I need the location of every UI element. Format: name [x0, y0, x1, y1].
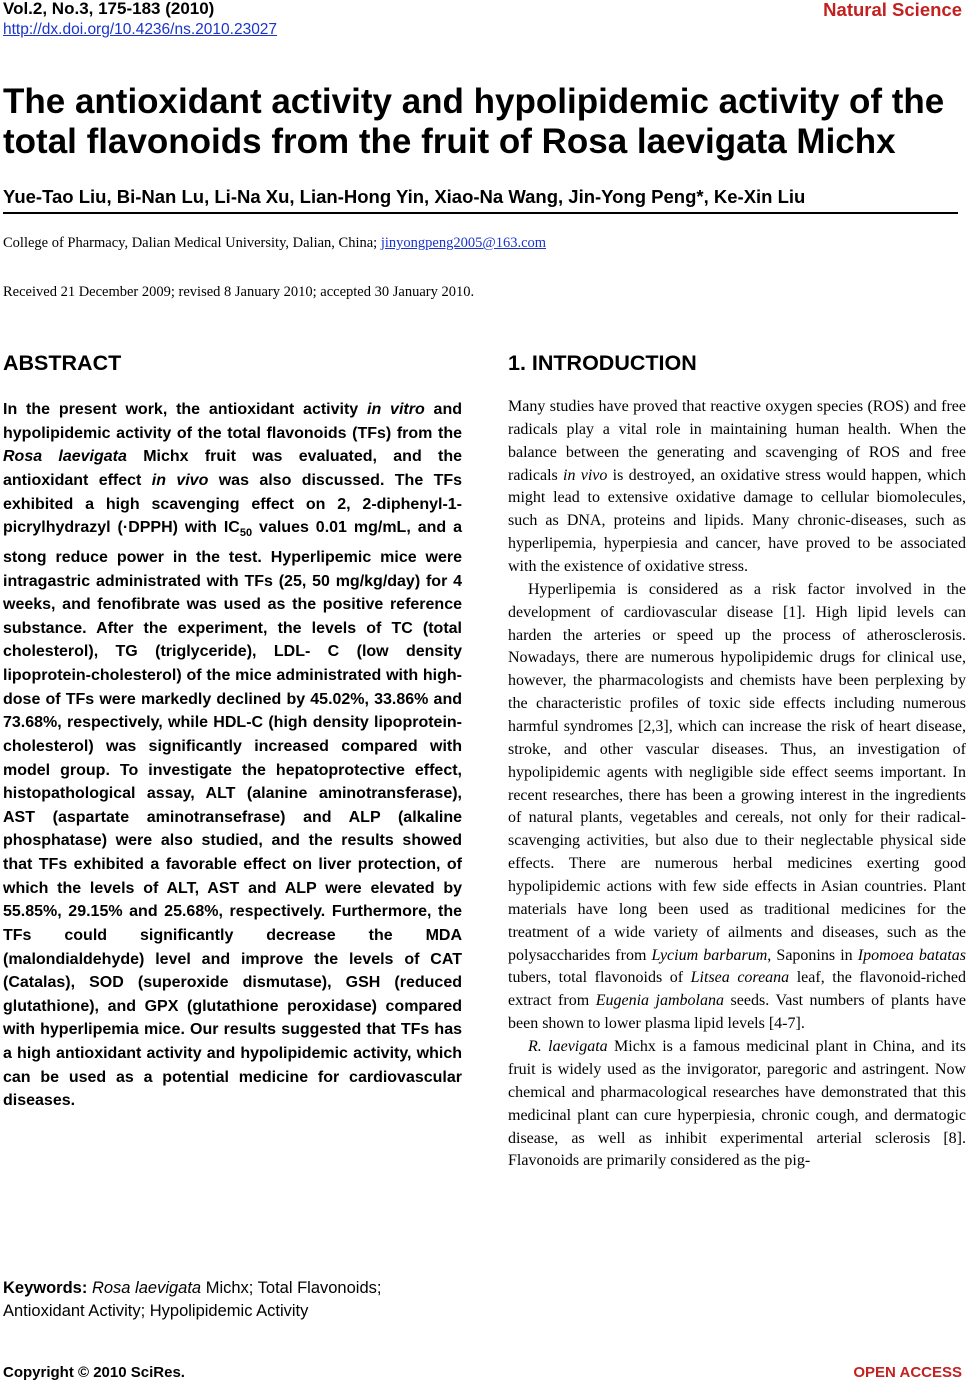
intro-paragraph-1: Many studies have proved that reactive oxygen species (ROS) and free radicals play a vital role in maintaining human health. When the balance between the generating and scavenging of ROS and free radicals in vivo is destroyed, an oxidative stress would happen, which might lead to extensive oxidative damage to cellular biomolecules, such as DNA, proteins and lipids. Many chronic-diseases, such as hyperlipemia, hyperpiesia and cancer, have proved to be associated with the existence of oxidative stress.: [508, 398, 966, 576]
introduction-body: [508, 396, 966, 1173]
journal-volume-info: Vol.2, No.3, 175-183 (2010): [3, 0, 215, 18]
keywords: Keywords: Rosa laevigata Michx; Total Flavonoids; Antioxidant Activity; Hypolipidemic Activity: [3, 1279, 382, 1320]
intro-paragraph-3: R. laevigata Michx is a famous medicinal plant in China, and its fruit is widely used as the invigorator, paregoric and astringent. Now chemical and pharmacological researches have demonstrated that this medicinal plant can cure hyperpiesia, chronic cough, and dermatogic disease, as well as inhibit experimental arterial sclerosis [8]. Flavonoids are primarily considered as the pig-: [508, 1038, 966, 1170]
abstract-heading: ABSTRACT: [3, 351, 122, 375]
intro-paragraph-2: Hyperlipemia is considered as a risk factor involved in the development of cardiovascular disease [1]. High lipid levels can harden the arteries or speed up the process of atherosclerosis. Nowadays, there are numerous hypolipidemic drugs for clinical use, however, the pharmacologists and chemists have been perplexing by the characteristic profiles of toxic side effects including numerous harmful syndromes [2,3], which can increase the risk of heart disease, stroke, and other vascular diseases. Thus, an investigation of hypolipidemic agents with negligible side effect seems important. In recent researches, there has been a growing interest in the ingredients of natural plants, vegetables and cereals, not only for their radical-scavenging activities, but also due to their neglectable physical side effects. There are numerous herbal medicines exerting good hypolipidemic actions with few side effects in Asian countries. Plant materials have long been used as traditional medicines for the treatment of a wide variety of ailments and diseases, such as the polysaccharides from Lycium barbarum, Saponins in Ipomoea batatas tubers, total flavonoids of Litsea coreana leaf, the flavonoid-riched extract from Eugenia jambolana seeds. Vast numbers of plants have been shown to lower plasma lipid levels [4-7].: [508, 580, 966, 1033]
journal-name: Natural Science: [823, 0, 962, 20]
copyright-notice: Copyright © 2010 SciRes.: [3, 1364, 185, 1381]
paper-title: The antioxidant activity and hypolipidemic activity of the total flavonoids from the fruit of Rosa laevigata Michx: [3, 82, 945, 161]
author-list: Yue-Tao Liu, Bi-Nan Lu, Li-Na Xu, Lian-Hong Yin, Xiao-Na Wang, Jin-Yong Peng*, Ke-Xin Liu: [3, 186, 806, 207]
affiliation: [3, 235, 546, 252]
email-link[interactable]: jinyongpeng2005@163.com: [380, 235, 547, 251]
introduction-heading: 1. INTRODUCTION: [508, 351, 697, 375]
abstract-text: In the present work, the antioxidant activity in vitro and hypolipidemic activity of the total flavonoids (TFs) from the Rosa laevigata Michx fruit was evaluated, and the antioxidant effect in vivo was also discussed. The TFs exhibited a high scavenging effect on 2, 2-diphenyl-1-picrylhydrazyl (·DPPH) with $IC_{50}$ values 0.01 mg/mL, and a stong reduce power in the test. Hyperlipemic mice were intragastric administrated with TFs (25, 50 mg/kg/day) for 4 weeks, and fenofibrate was used as the positive reference substance. After the experiment, the levels of TC (total cholesterol), TG (triglyceride), LDL- C (low density lipoprotein-cholesterol) of the mice administrated with high-dose of TFs were markedly declined by 45.02%, 33.86% and 73.68%, respectively, while HDL-C (high density lipoprotein-cholesterol) was significantly increased compared with model group. To investigate the hepatoprotective effect, histopathological assay, ALT (alanine aminotransferase), AST (aspartate aminotransefrase) and ALP (alkaline phosphatase) were also studied, and the results showed that TFs exhibited a favorable effect on liver protection, of which the levels of ALT, AST and ALP were elevated by 55.85%, 29.15% and 25.68%, respectively. Furthermore, the TFs could significantly decrease the MDA (malondialdehyde) level and improve the levels of CAT (Catalas), SOD (superoxide dismutase), GSH (reduced glutathione), and GPX (glutathione peroxidase) compared with hyperlipemia mice. Our results suggested that TFs has a high antioxidant activity and hypolipidemic activity, which can be used as a potential medicine for cardiovascular diseases.: [3, 401, 463, 1110]
received-dates: Received 21 December 2009; revised 8 January 2010; accepted 30 January 2010.: [3, 284, 475, 300]
doi-link[interactable]: http://dx.doi.org/10.4236/ns.2010.23027: [3, 21, 278, 38]
affiliation-text: College of Pharmacy, Dalian Medical University, Dalian, China;: [3, 235, 381, 251]
open-access-label: OPEN ACCESS: [853, 1364, 962, 1381]
keywords-label: Keywords:: [3, 1279, 88, 1297]
title-divider: [3, 212, 958, 214]
